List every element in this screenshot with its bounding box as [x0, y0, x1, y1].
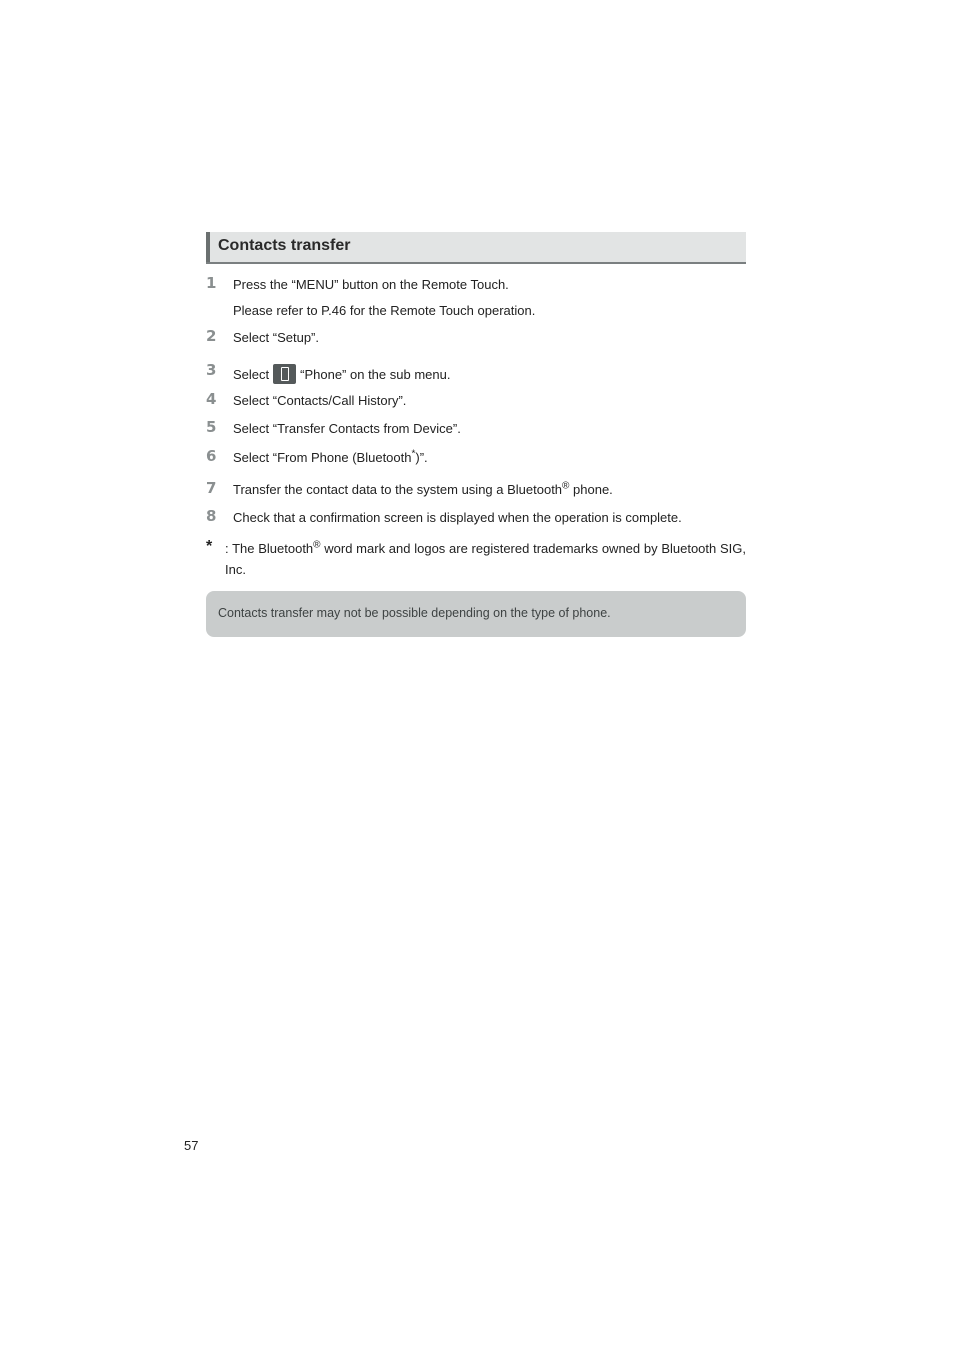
step-number: 3 — [206, 361, 217, 379]
step-text-pre: Select “From Phone (Bluetooth — [233, 450, 412, 465]
footnote-text — [225, 538, 746, 580]
footnote-text-post: word mark and logos are registered trademarks owned by Bluetooth SIG, Inc. — [225, 541, 746, 577]
step-number: 5 — [206, 418, 217, 436]
step-1-subtext: Please refer to P.46 for the Remote Touch operation. — [233, 303, 536, 318]
step-text-post: “Phone” on the sub menu. — [300, 367, 451, 382]
registered-mark: ® — [313, 539, 321, 551]
step-number: 8 — [206, 507, 217, 525]
step-text: Select “Setup”. — [233, 330, 319, 345]
page-number: 57 — [184, 1138, 199, 1153]
step-text-pre: Select — [233, 367, 270, 382]
step-text — [233, 450, 428, 465]
footnote-text-pre: : The Bluetooth — [225, 541, 314, 556]
step-number: 6 — [206, 447, 217, 465]
section-title: Contacts transfer — [218, 237, 351, 254]
step-text — [233, 364, 450, 384]
step-number: 4 — [206, 390, 217, 408]
phone-icon — [273, 364, 296, 384]
step-number: 7 — [206, 479, 217, 497]
step-text: Select “Contacts/Call History”. — [233, 393, 407, 408]
registered-mark: ® — [562, 480, 570, 492]
step-text-post: phone. — [569, 482, 613, 497]
step-text: Press the “MENU” button on the Remote Touch. — [233, 277, 509, 292]
note-box — [206, 591, 746, 637]
asterisk-superscript: * — [411, 448, 416, 460]
step-number: 2 — [206, 327, 217, 345]
footnote — [206, 538, 746, 580]
step-text: Select “Transfer Contacts from Device”. — [233, 421, 461, 436]
section-header-accent-bar — [206, 232, 210, 262]
footnote-marker: * — [206, 538, 213, 555]
step-text — [233, 482, 613, 497]
step-text: Check that a confirmation screen is displayed when the operation is complete. — [233, 510, 682, 525]
step-number: 1 — [206, 274, 217, 292]
step-text-post: )”. — [415, 450, 428, 465]
section-header — [206, 232, 746, 264]
note-text: Contacts transfer may not be possible depending on the type of phone. — [218, 606, 611, 620]
step-text-pre: Transfer the contact data to the system using a Bluetooth — [233, 482, 563, 497]
